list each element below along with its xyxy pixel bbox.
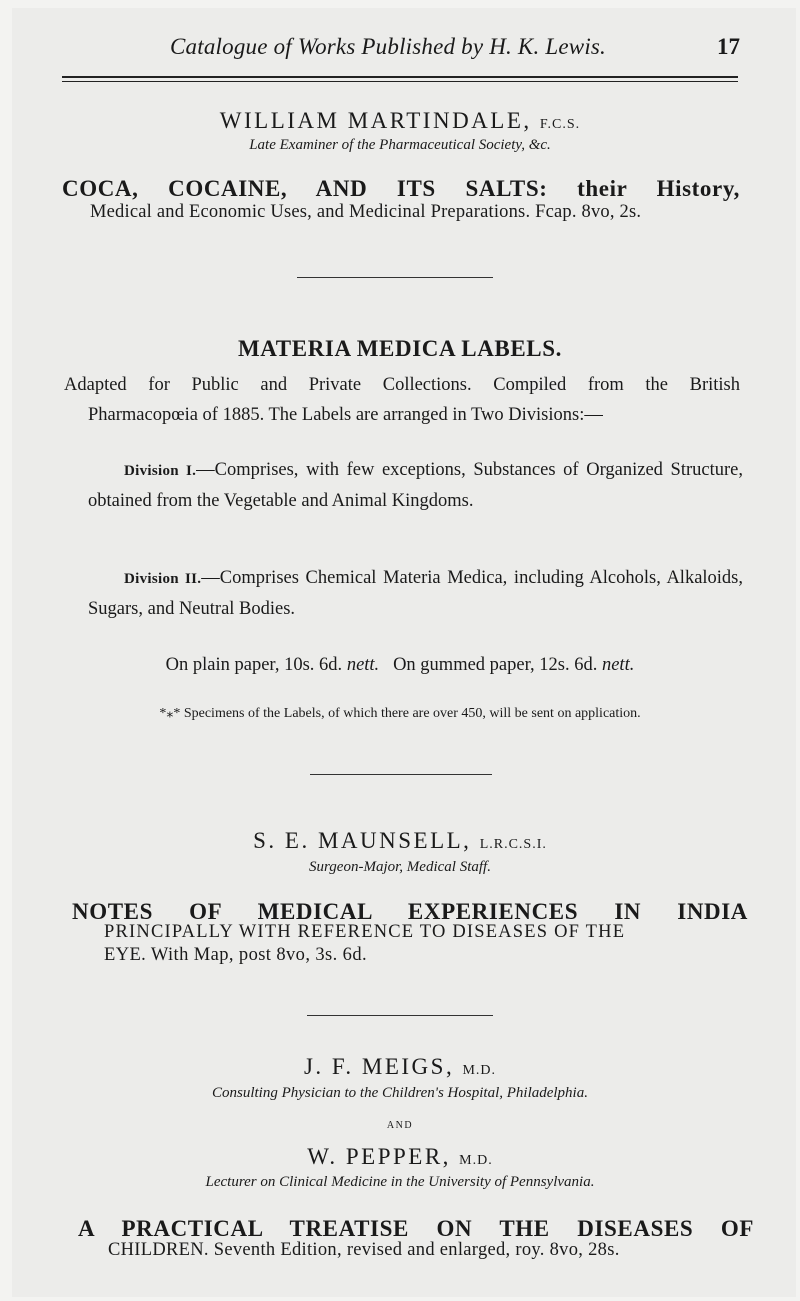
conjunction-and: AND xyxy=(386,1120,414,1131)
materia-intro-line-2: Pharmacopœia of 1885. The Labels are arranged in Two Divisions:— xyxy=(88,405,603,425)
price-plain-nett: nett. xyxy=(346,655,380,675)
author-name: W. PEPPER, xyxy=(307,1144,451,1169)
catalogue-title: Catalogue of Works Published by H. K. Lewis. xyxy=(170,34,607,59)
specimens-note xyxy=(0,705,800,722)
section-divider xyxy=(310,774,492,775)
work-title-coca: COCA, COCAINE, AND ITS SALTS: their History, xyxy=(62,176,740,201)
work-title-india: NOTES OF MEDICAL EXPERIENCES IN INDIA xyxy=(72,899,748,924)
asterism: *⁎* xyxy=(159,706,181,721)
work-line-2-children: CHILDREN. Seventh Edition, revised and enlarged, roy. 8vo, 28s. xyxy=(108,1240,620,1260)
running-header xyxy=(0,34,800,64)
author-position: Lecturer on Clinical Medicine in the University of Pennsylvania. xyxy=(205,1174,595,1190)
price-plain: On plain paper, 10s. 6d. xyxy=(165,655,343,675)
author-maunsell xyxy=(0,828,800,854)
division-2-text: —Comprises Chemical Materia Medica, including Alcohols, Alkaloids, Sugars, and Neutral Bodies. xyxy=(88,568,744,619)
page-number: 17 xyxy=(717,34,740,59)
author-pepper xyxy=(0,1144,800,1170)
price-line xyxy=(0,650,800,680)
author-name: WILLIAM MARTINDALE, xyxy=(219,108,532,133)
header-rule xyxy=(62,76,738,82)
specimens-text: Specimens of the Labels, of which there are over 450, will be sent on application. xyxy=(183,706,641,721)
author-position: Consulting Physician to the Children's Hospital, Philadelphia. xyxy=(212,1085,588,1101)
author-name: S. E. MAUNSELL, xyxy=(253,828,472,853)
author-martindale xyxy=(0,108,800,134)
work-title-diseases-children: A PRACTICAL TREATISE ON THE DISEASES OF xyxy=(78,1216,754,1241)
author-degree: M.D. xyxy=(459,1153,493,1168)
price-gummed: On gummed paper, 12s. 6d. xyxy=(393,655,598,675)
division-2-paragraph xyxy=(88,563,743,624)
price-gummed-nett: nett. xyxy=(601,655,635,675)
division-2-label: Division II. xyxy=(124,571,202,587)
work-title-materia-medica: MATERIA MEDICA LABELS. xyxy=(238,336,562,361)
materia-intro-line-1: Adapted for Public and Private Collections. Compiled from the British xyxy=(64,375,740,395)
author-position: Late Examiner of the Pharmaceutical Society, &c. xyxy=(249,137,551,153)
division-1-text: —Comprises, with few exceptions, Substances of Organized Structure, obtained from the Vegetable and Animal Kingdoms. xyxy=(88,460,743,511)
work-line-3-india: EYE. With Map, post 8vo, 3s. 6d. xyxy=(104,945,368,965)
author-degree: M.D. xyxy=(462,1063,497,1078)
division-1-label: Division I. xyxy=(124,463,197,479)
work-description-coca: Medical and Economic Uses, and Medicinal Preparations. Fcap. 8vo, 2s. xyxy=(90,202,642,222)
section-divider xyxy=(307,1015,493,1016)
section-divider xyxy=(297,277,493,278)
author-meigs xyxy=(0,1054,800,1080)
author-degree: F.C.S. xyxy=(539,117,581,132)
work-line-2-india: PRINCIPALLY WITH REFERENCE TO DISEASES OF THE xyxy=(104,922,626,942)
author-name: J. F. MEIGS, xyxy=(303,1054,455,1079)
author-degree: L.R.C.S.I. xyxy=(479,837,547,852)
division-1-paragraph xyxy=(88,455,743,516)
author-position: Surgeon-Major, Medical Staff. xyxy=(309,859,491,875)
